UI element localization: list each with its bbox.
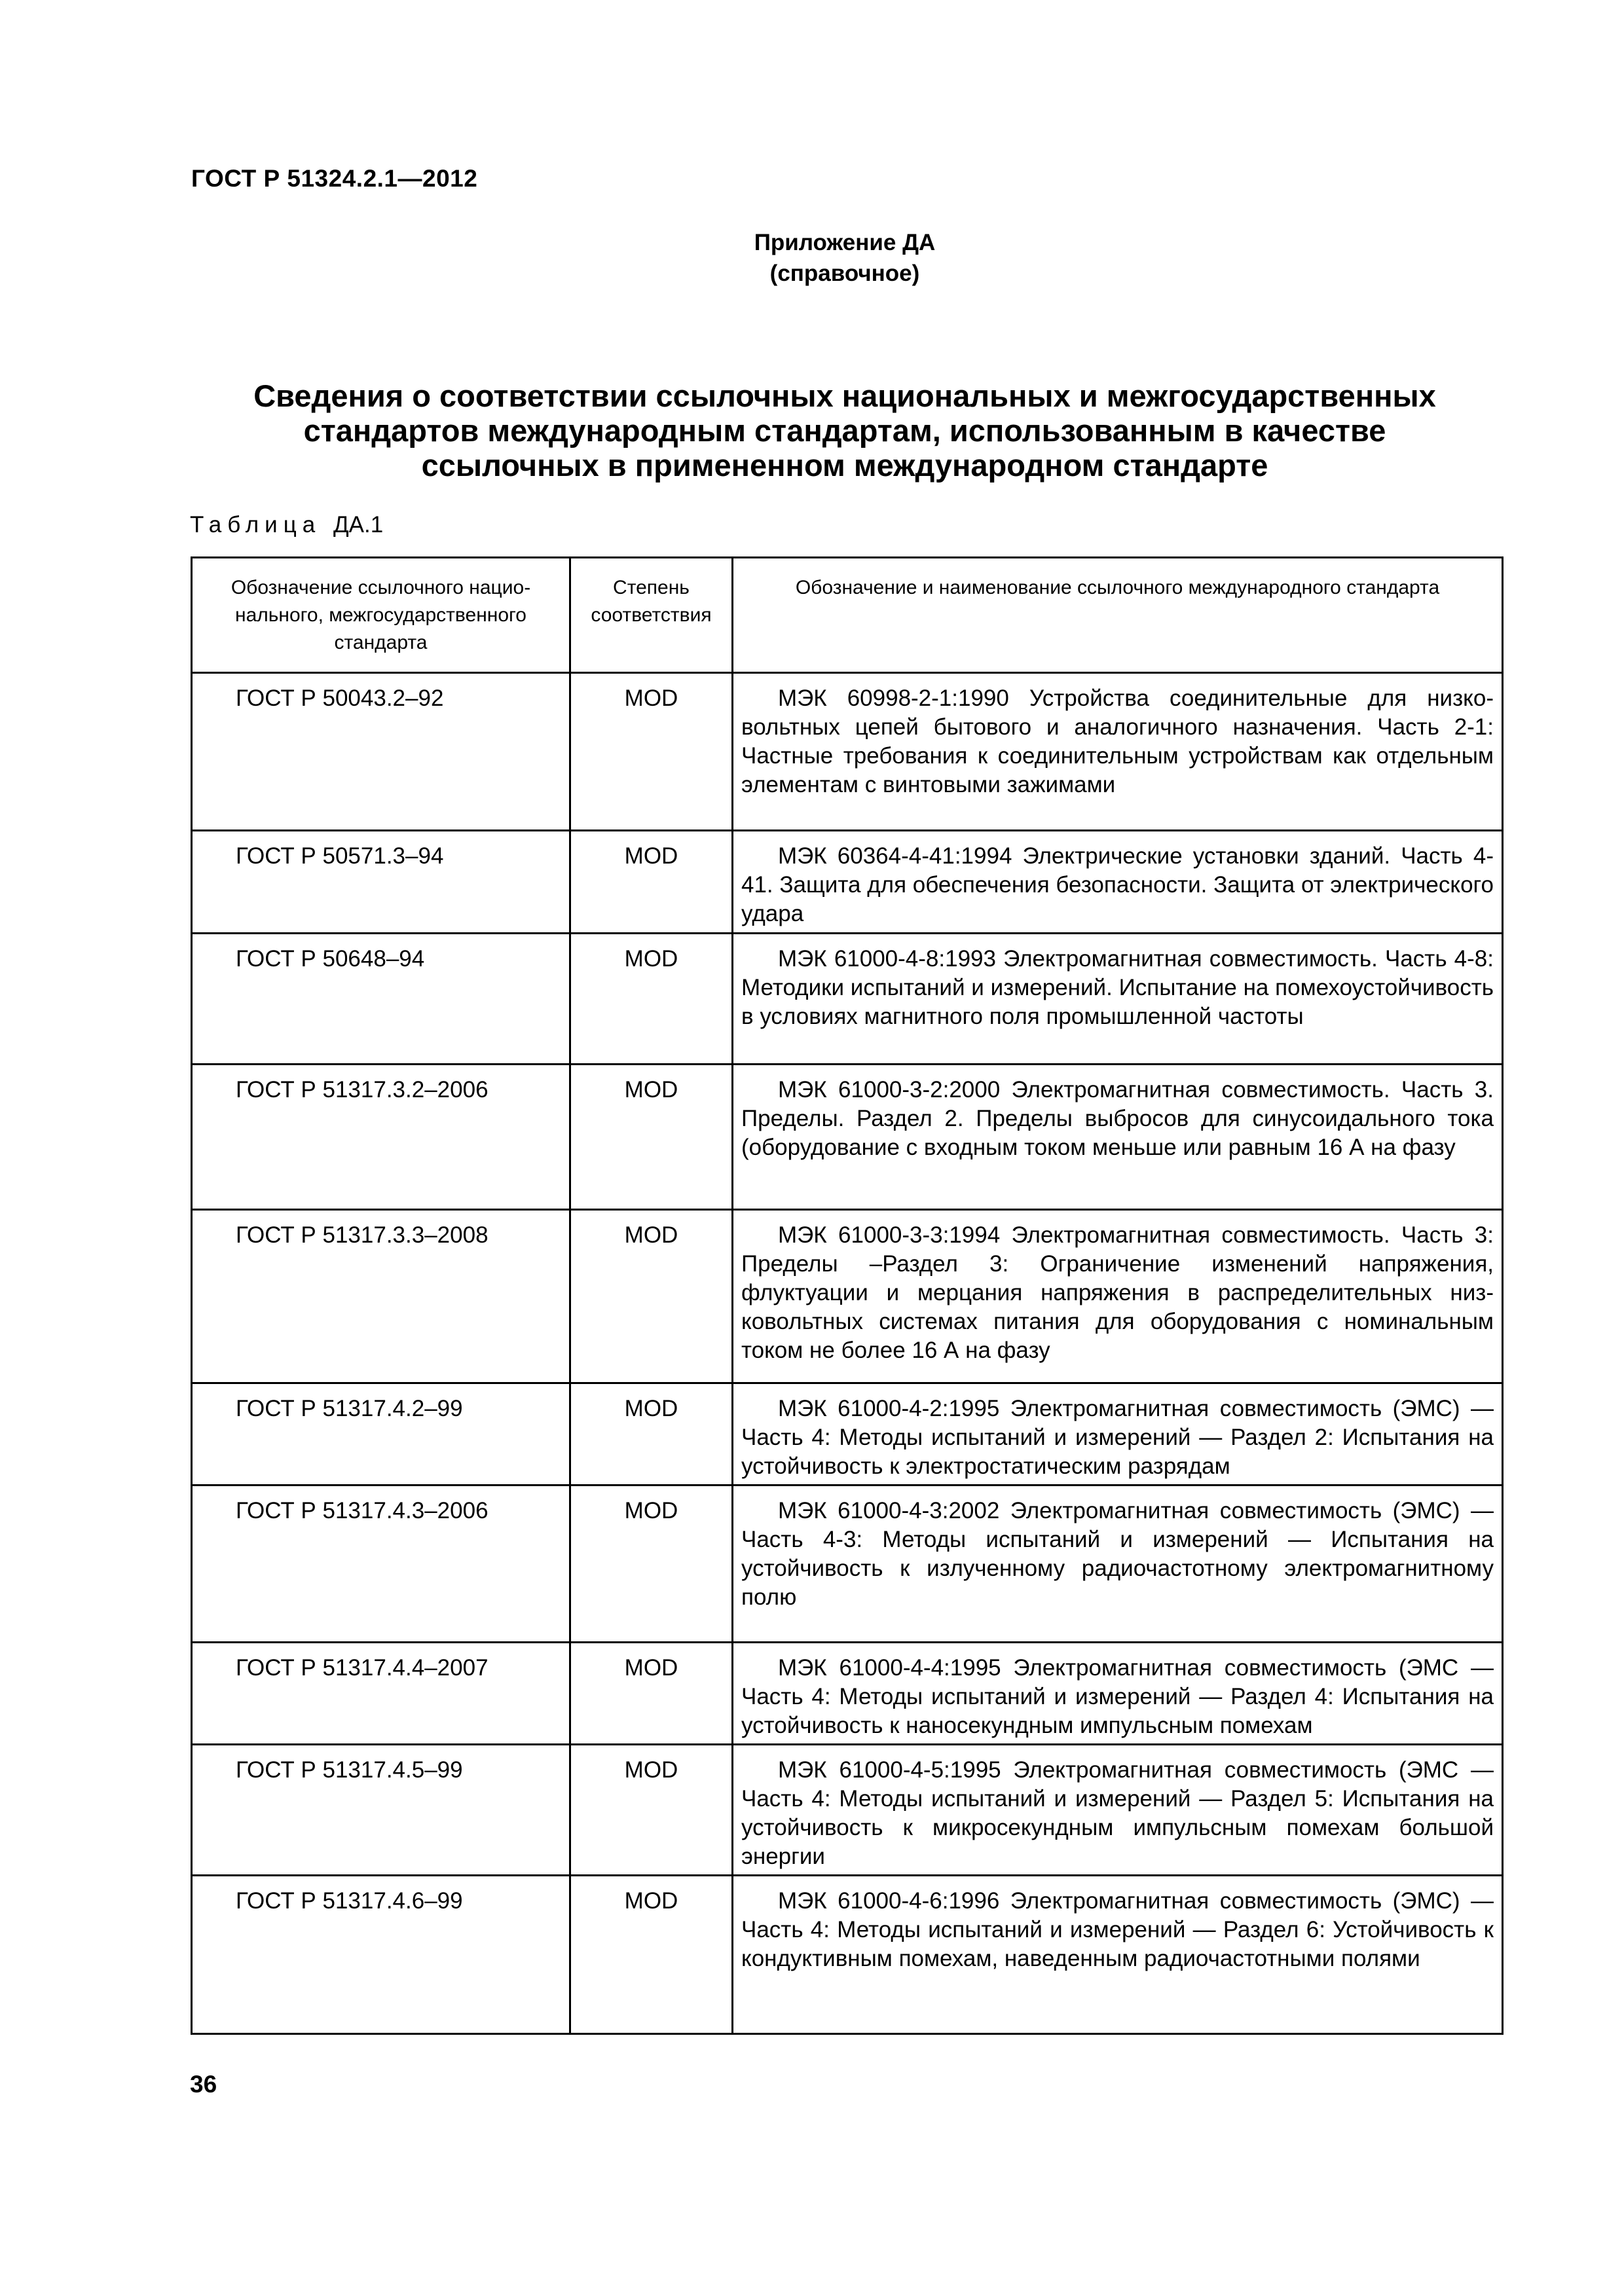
- cell-degree: MOD: [570, 1643, 733, 1745]
- cell-national-standard: ГОСТ Р 51317.4.2–99: [192, 1383, 570, 1485]
- table-row: [192, 1383, 1503, 1485]
- cell-national-standard: ГОСТ Р 51317.3.2–2006: [192, 1065, 570, 1210]
- appendix-label: [747, 227, 943, 289]
- cell-degree: MOD: [570, 1745, 733, 1876]
- cell-national-standard: ГОСТ Р 51317.4.3–2006: [192, 1485, 570, 1643]
- cell-national-standard: ГОСТ Р 51317.4.4–2007: [192, 1643, 570, 1745]
- cell-national-standard: ГОСТ Р 51317.4.5–99: [192, 1745, 570, 1876]
- table-row: [192, 1065, 1503, 1210]
- table-header: [192, 558, 1503, 673]
- cell-international-standard: МЭК 61000-3-3:1994 Электромагнитная совместимость. Часть 3: Пределы –Раздел 3: Ограничение изменений напряжения, флуктуации и мерцания напряжения в распределительных низковольтных системах питания для оборудования с номинальным током не более 16 А на фазу: [733, 1210, 1503, 1383]
- table-header-row: [192, 558, 1503, 673]
- table-row: [192, 1745, 1503, 1876]
- header-degree: Степень соответствия: [570, 558, 733, 673]
- cell-international-standard: МЭК 60998-2-1:1990 Устройства соединительные для низковольтных цепей бытового и аналогичного назначения. Часть 2-1: Частные требования к соединительным устройствам как отдельным элементам с винтовыми зажимами: [733, 673, 1503, 831]
- heading-line-2: стандартов международным стандартам, использованным в качестве: [303, 413, 1386, 448]
- table-row: [192, 673, 1503, 831]
- heading-line-3: ссылочных в примененном международном стандарте: [421, 448, 1268, 483]
- cell-international-standard: МЭК 61000-4-3:2002 Электромагнитная совместимость (ЭМС) — Часть 4-3: Методы испытаний и измерений — Испытания на устойчивость к излученному радиочастотному электромагнитному полю: [733, 1485, 1503, 1643]
- cell-degree: MOD: [570, 1876, 733, 2034]
- table-caption: [190, 512, 383, 538]
- table-row: [192, 1876, 1503, 2034]
- cell-international-standard: МЭК 61000-4-5:1995 Электромагнитная совместимость (ЭМС — Часть 4: Методы испытаний и измерений — Раздел 5: Испытания на устойчивость к микросекундным импульсным помехам большой энергии: [733, 1745, 1503, 1876]
- cell-international-standard: МЭК 61000-4-6:1996 Электромагнитная совместимость (ЭМС) — Часть 4: Методы испытаний и измерений — Раздел 6: Устойчивость к кондуктивным помехам, наведенным радиочастотными полями: [733, 1876, 1503, 2034]
- cell-degree: MOD: [570, 1065, 733, 1210]
- cell-international-standard: МЭК 61000-3-2:2000 Электромагнитная совместимость. Часть 3. Пределы. Раздел 2. Пределы выбросов для синусоидального тока (оборудование с входным током меньше или равным 16 А на фазу: [733, 1065, 1503, 1210]
- table-caption-number: ДА.1: [333, 512, 384, 538]
- appendix-title: Приложение ДА: [754, 230, 936, 255]
- cell-degree: MOD: [570, 831, 733, 934]
- cell-national-standard: ГОСТ Р 51317.3.3–2008: [192, 1210, 570, 1383]
- cell-international-standard: МЭК 60364-4-41:1994 Электрические установки зданий. Часть 4-41. Защита для обеспечения безопасности. Защита от электрического удара: [733, 831, 1503, 934]
- section-heading: [164, 378, 1526, 483]
- document-code: ГОСТ Р 51324.2.1—2012: [191, 165, 478, 192]
- cell-degree: MOD: [570, 1383, 733, 1485]
- table-row: [192, 1210, 1503, 1383]
- header-national-standard: Обозначение ссылочного национального, межгосударственного стандарта: [192, 558, 570, 673]
- cell-national-standard: ГОСТ Р 51317.4.6–99: [192, 1876, 570, 2034]
- cell-degree: MOD: [570, 1210, 733, 1383]
- reference-table: [191, 556, 1504, 2035]
- cell-degree: MOD: [570, 934, 733, 1065]
- cell-national-standard: ГОСТ Р 50571.3–94: [192, 831, 570, 934]
- cell-degree: MOD: [570, 1485, 733, 1643]
- page-number: 36: [190, 2071, 217, 2098]
- table-row: [192, 1485, 1503, 1643]
- table-row: [192, 1643, 1503, 1745]
- table-row: [192, 831, 1503, 934]
- table-body: [192, 673, 1503, 2034]
- cell-national-standard: ГОСТ Р 50043.2–92: [192, 673, 570, 831]
- table-row: [192, 934, 1503, 1065]
- cell-international-standard: МЭК 61000-4-4:1995 Электромагнитная совместимость (ЭМС — Часть 4: Методы испытаний и измерений — Раздел 4: Испытания на устойчивость к наносекундным импульсным помехам: [733, 1643, 1503, 1745]
- header-international-standard: Обозначение и наименование ссылочного международного стандарта: [733, 558, 1503, 673]
- cell-national-standard: ГОСТ Р 50648–94: [192, 934, 570, 1065]
- heading-line-1: Сведения о соответствии ссылочных национальных и межгосударственных: [253, 378, 1436, 413]
- cell-degree: MOD: [570, 673, 733, 831]
- cell-international-standard: МЭК 61000-4-8:1993 Электромагнитная совместимость. Часть 4-8: Методики испытаний и измерений. Испытание на помехоустойчивость в условиях магнитного поля промышленной частоты: [733, 934, 1503, 1065]
- table-caption-word: Таблица: [190, 512, 322, 538]
- appendix-note: (справочное): [769, 261, 920, 286]
- cell-international-standard: МЭК 61000-4-2:1995 Электромагнитная совместимость (ЭМС) — Часть 4: Методы испытаний и измерений — Раздел 2: Испытания на устойчивость к электростатическим разрядам: [733, 1383, 1503, 1485]
